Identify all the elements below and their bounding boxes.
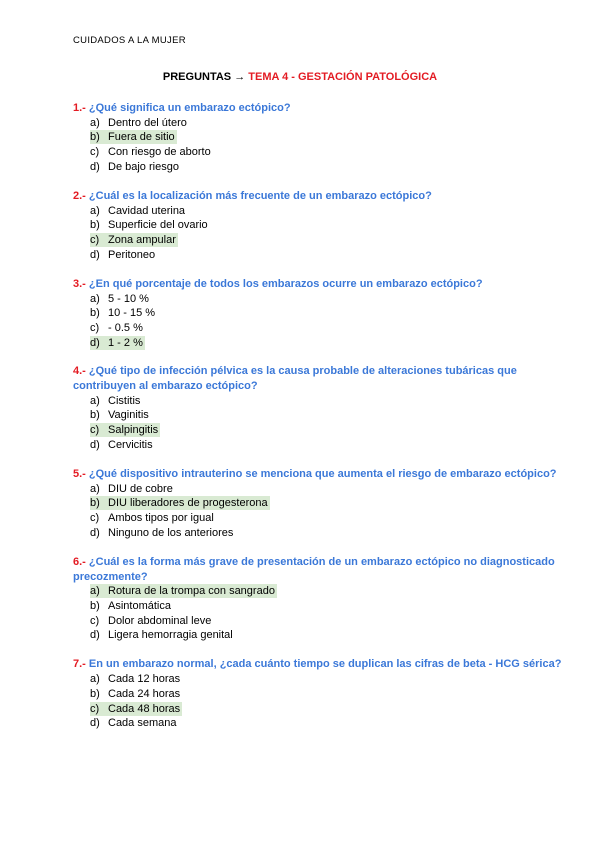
option: b) Asintomática: [90, 600, 171, 612]
option: a) Dentro del útero: [90, 117, 187, 129]
question-number: 2.-: [73, 190, 86, 202]
option-correct: a) Rotura de la trompa con sangrado: [90, 585, 275, 597]
question-text: ¿Qué tipo de infección pélvica es la causa probable de alteraciones tubáricas que contribuyen al embarazo ectópico?: [73, 365, 517, 392]
option: d) De bajo riesgo: [90, 161, 179, 173]
option-correct: c) Salpingitis: [90, 424, 159, 436]
question-text: ¿Qué dispositivo intrauterino se menciona que aumenta el riesgo de embarazo ectópico?: [88, 468, 557, 480]
question-5: [73, 467, 568, 482]
option: d) Ligera hemorragia genital: [90, 629, 233, 641]
option: b) Vaginitis: [90, 409, 149, 421]
question-text: En un embarazo normal, ¿cada cuánto tiempo se duplican las cifras de beta - HCG sérica?: [88, 658, 562, 670]
question-6: [73, 555, 568, 585]
question-text: ¿Cuál es la forma más grave de presentación de un embarazo ectópico no diagnosticado precozmente?: [73, 556, 555, 583]
option: c) Dolor abdominal leve: [90, 615, 212, 627]
document-header: CUIDADOS A LA MUJER: [73, 35, 186, 46]
option: d) Peritoneo: [90, 249, 156, 261]
option: a) DIU de cobre: [90, 483, 173, 495]
option-correct: b) DIU liberadores de progesterona: [90, 497, 268, 509]
option: b) Cada 24 horas: [90, 688, 181, 700]
question-number: 1.-: [73, 102, 86, 114]
option: a) Cavidad uterina: [90, 205, 186, 217]
option-correct: c) Zona ampular: [90, 234, 176, 246]
question-3: [73, 277, 568, 292]
option: b) Superficie del ovario: [90, 219, 208, 231]
title-prefix: PREGUNTAS →: [162, 71, 246, 83]
question-2: [73, 189, 568, 204]
question-1: [73, 101, 568, 116]
option: d) Ninguno de los anteriores: [90, 527, 234, 539]
option: a) Cistitis: [90, 395, 141, 407]
option: c) - 0.5 %: [90, 322, 143, 334]
question-4: [73, 364, 568, 394]
title-topic: TEMA 4 - GESTACIÓN PATOLÓGICA: [248, 71, 438, 83]
option: b) 10 - 15 %: [90, 307, 156, 319]
question-number: 3.-: [73, 278, 86, 290]
option: a) Cada 12 horas: [90, 673, 181, 685]
option-correct: d) 1 - 2 %: [90, 337, 143, 349]
question-text: ¿En qué porcentaje de todos los embarazos ocurre un embarazo ectópico?: [88, 278, 483, 290]
option-correct: c) Cada 48 horas: [90, 703, 181, 715]
option: a) 5 - 10 %: [90, 293, 149, 305]
question-text: ¿Cuál es la localización más frecuente de un embarazo ectópico?: [88, 190, 432, 202]
question-number: 4.-: [73, 365, 86, 377]
question-number: 5.-: [73, 468, 86, 480]
option: d) Cada semana: [90, 717, 177, 729]
question-number: 7.-: [73, 658, 86, 670]
question-number: 6.-: [73, 556, 86, 568]
option: c) Ambos tipos por igual: [90, 512, 214, 524]
page-title: [0, 71, 600, 83]
option-correct: b) Fuera de sitio: [90, 131, 175, 143]
option: c) Con riesgo de aborto: [90, 146, 211, 158]
question-7: [73, 657, 568, 672]
question-text: ¿Qué significa un embarazo ectópico?: [88, 102, 291, 114]
option: d) Cervicitis: [90, 439, 153, 451]
